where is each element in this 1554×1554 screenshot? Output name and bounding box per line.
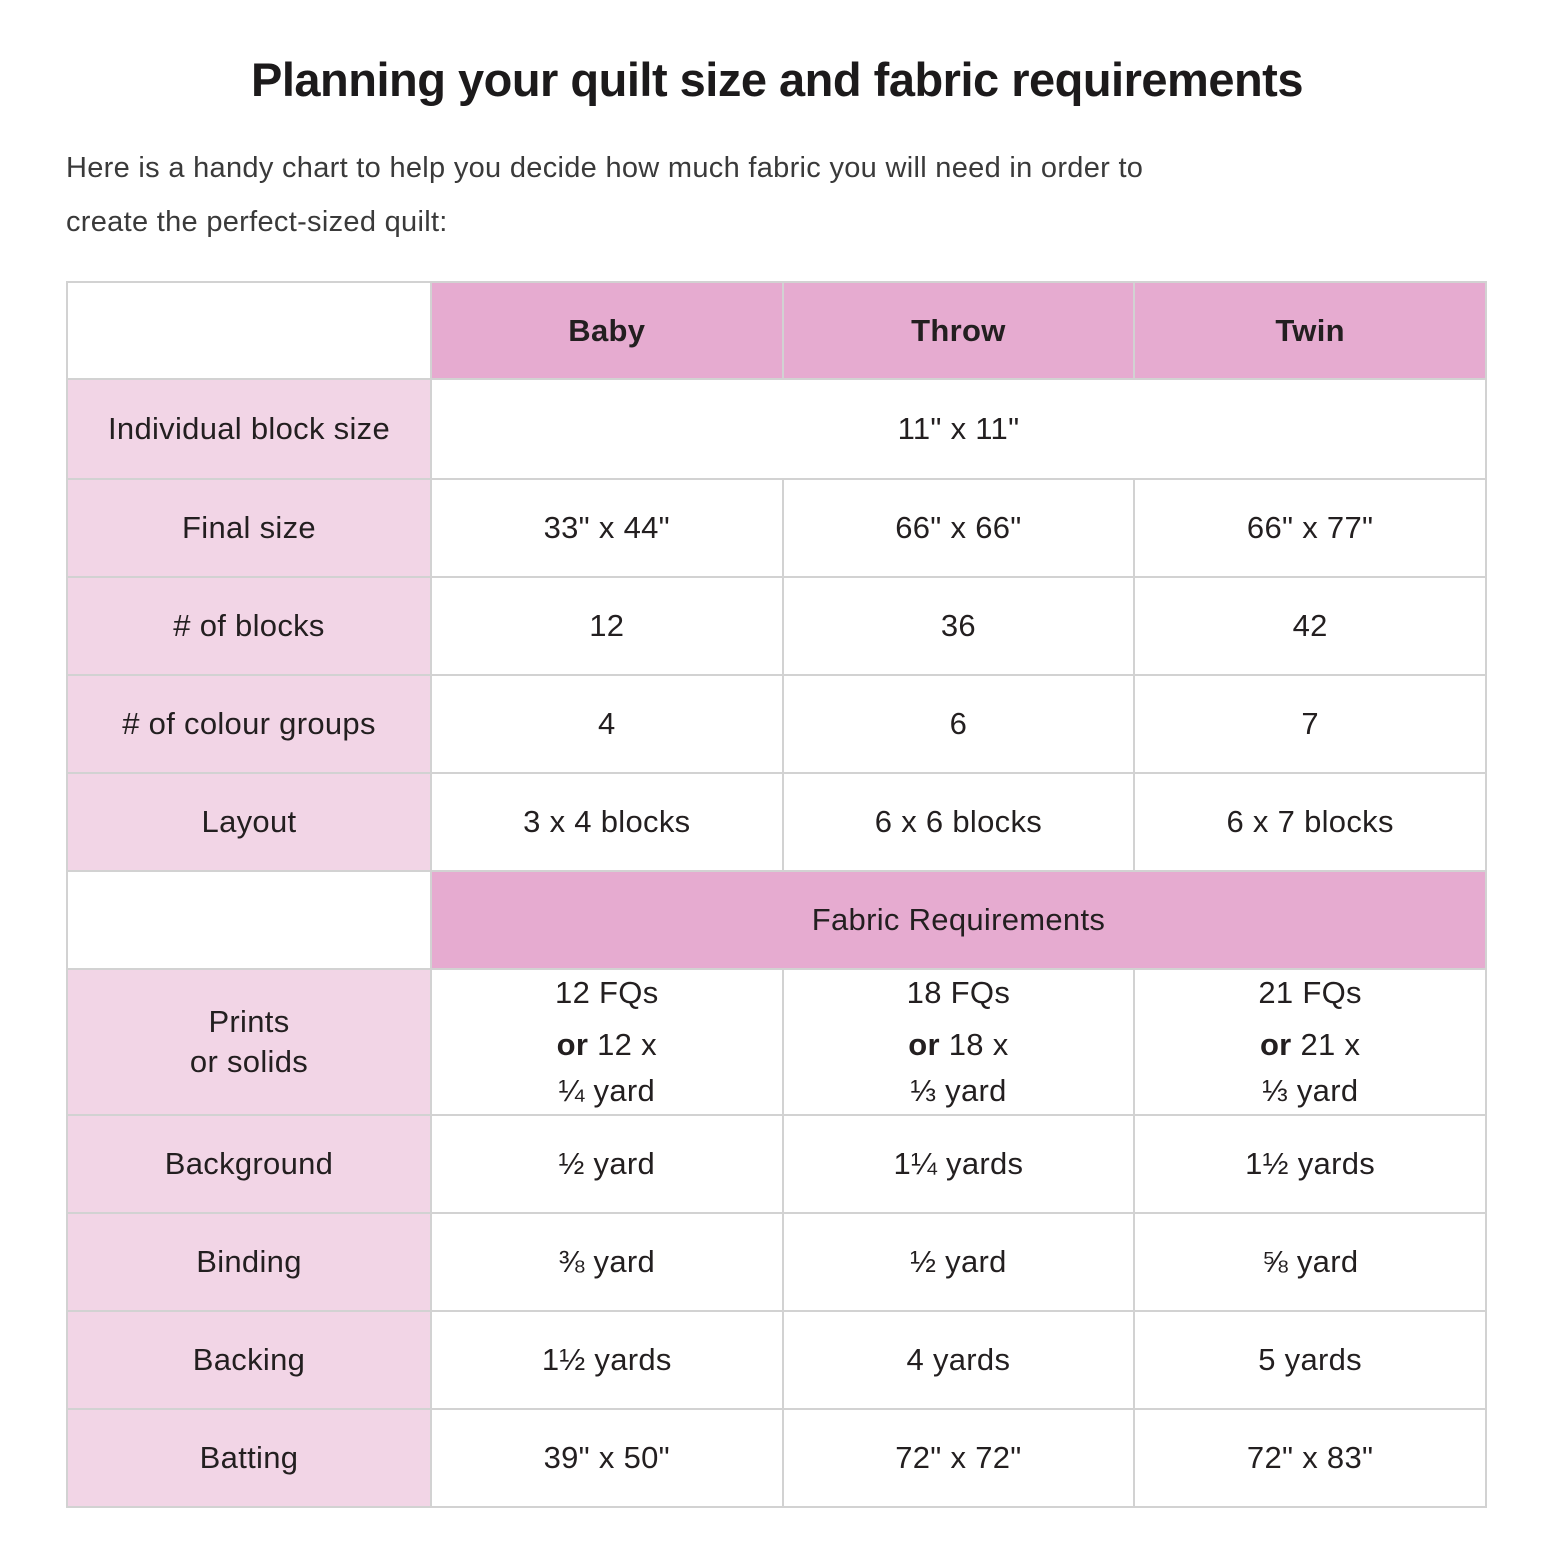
row-label: Batting <box>67 1409 431 1507</box>
table-row-num-blocks <box>67 577 1486 675</box>
cell-value: 1¼ yards <box>783 1115 1135 1213</box>
cell-value: 39" x 50" <box>431 1409 783 1507</box>
table-row-colour-groups <box>67 675 1486 773</box>
row-label-block-size: Individual block size <box>67 379 431 479</box>
cell-value: 12 <box>431 577 783 675</box>
cell-value: 7 <box>1134 675 1486 773</box>
cell-value: ½ yard <box>783 1213 1135 1311</box>
cell-prints-twin: 21 FQs or 21 x ⅓ yard <box>1134 969 1486 1115</box>
row-label: Layout <box>67 773 431 871</box>
row-label: Backing <box>67 1311 431 1409</box>
table-row-layout <box>67 773 1486 871</box>
prints-label-line-2: or solids <box>189 1044 309 1079</box>
cell-value: 4 <box>431 675 783 773</box>
col-header-throw: Throw <box>783 282 1135 379</box>
table-row-binding <box>67 1213 1486 1311</box>
prints-label-line-1: Prints <box>208 1004 290 1039</box>
cell-value: 1½ yards <box>1134 1115 1486 1213</box>
cell-value: 6 <box>783 675 1135 773</box>
quilt-size-table <box>66 281 1487 1508</box>
cell-block-size-value: 11" x 11" <box>431 379 1486 479</box>
cell-value: 33" x 44" <box>431 479 783 577</box>
page-title: Planning your quilt size and fabric requirements <box>251 53 1303 106</box>
cell-prints-baby: 12 FQs or 12 x ¼ yard <box>431 969 783 1115</box>
corner-cell <box>67 871 431 969</box>
row-label: Final size <box>67 479 431 577</box>
intro-line-1: Here is a handy chart to help you decide how much fabric you will need in order to <box>66 152 1144 184</box>
table-row-background <box>67 1115 1486 1213</box>
cell-value: 4 yards <box>783 1311 1135 1409</box>
cell-value: 66" x 77" <box>1134 479 1486 577</box>
col-header-twin: Twin <box>1134 282 1486 379</box>
table-row-batting <box>67 1409 1486 1507</box>
cell-value: 36 <box>783 577 1135 675</box>
table-row-final-size <box>67 479 1486 577</box>
cell-value: 66" x 66" <box>783 479 1135 577</box>
fabric-requirements-header-row <box>67 871 1486 969</box>
cell-value: ⅝ yard <box>1134 1213 1486 1311</box>
intro-line-2: create the perfect-sized quilt: <box>66 206 448 238</box>
cell-value: 1½ yards <box>431 1311 783 1409</box>
cell-value: 6 x 6 blocks <box>783 773 1135 871</box>
fabric-requirements-header: Fabric Requirements <box>431 871 1486 969</box>
cell-value: 6 x 7 blocks <box>1134 773 1486 871</box>
cell-value: ⅜ yard <box>431 1213 783 1311</box>
row-label: # of blocks <box>67 577 431 675</box>
table-row-prints <box>67 969 1486 1115</box>
table-row-backing <box>67 1311 1486 1409</box>
row-label: # of colour groups <box>67 675 431 773</box>
row-label-prints <box>67 969 431 1115</box>
cell-value: 72" x 83" <box>1134 1409 1486 1507</box>
cell-value: 3 x 4 blocks <box>431 773 783 871</box>
cell-value: 72" x 72" <box>783 1409 1135 1507</box>
cell-value: ½ yard <box>431 1115 783 1213</box>
row-label: Background <box>67 1115 431 1213</box>
cell-prints-throw: 18 FQs or 18 x ⅓ yard <box>783 969 1135 1115</box>
col-header-baby: Baby <box>431 282 783 379</box>
cell-value: 5 yards <box>1134 1311 1486 1409</box>
corner-cell <box>67 282 431 379</box>
intro-text <box>66 141 1488 249</box>
row-label: Binding <box>67 1213 431 1311</box>
cell-value: 42 <box>1134 577 1486 675</box>
table-row-block-size <box>67 379 1486 479</box>
size-header-row <box>67 282 1486 379</box>
